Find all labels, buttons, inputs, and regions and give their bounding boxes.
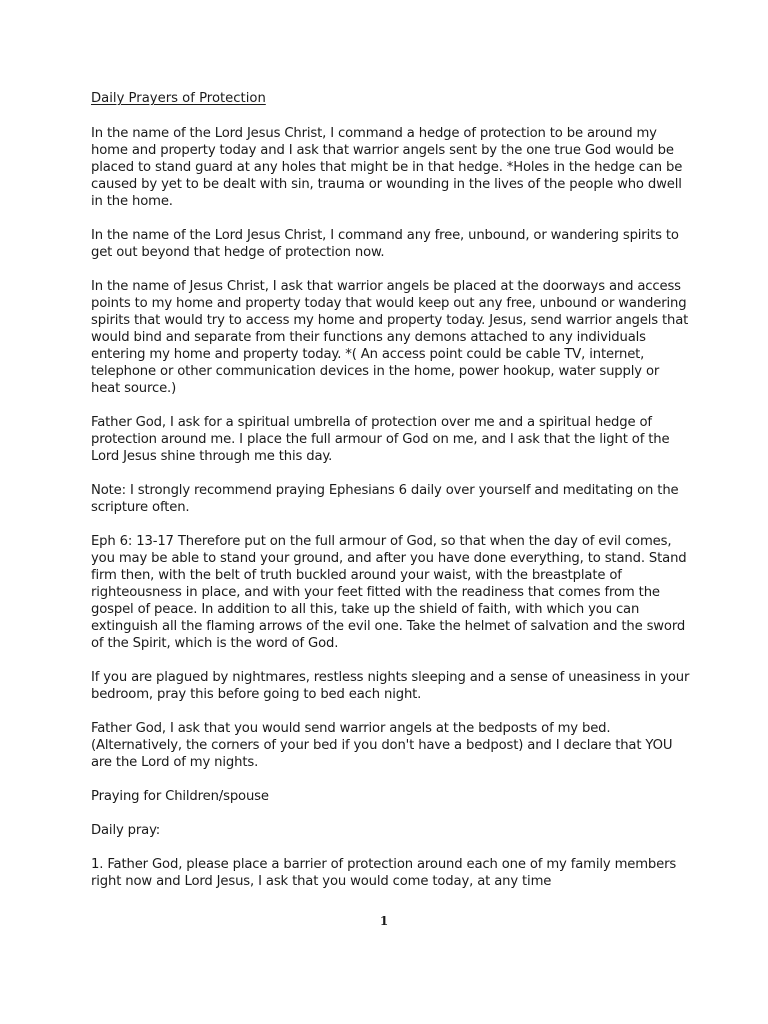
paragraph-ephesians-scripture: Eph 6: 13-17 Therefore put on the full armour of God, so that when the day of evil comes, you may be able to stand your ground, and after you have done everything, to stand. Stand firm then, with the belt of truth buckled around your waist, with the breastplate of righteousness in place, and with your feet fitted with the readiness that comes from the gospel of peace. In addition to all this, take up the shield of faith, with which you can extinguish all the flaming arrows of the evil one. Take the helmet of salvation and the sword of the Spirit, which is the word of God. <box>91 534 687 651</box>
paragraph-spiritual-umbrella: Father God, I ask for a spiritual umbrella of protection over me and a spiritual hedge of protection around me. I place the full armour of God on me, and I ask that the light of the Lord Jesus shine through me this day. <box>91 415 670 464</box>
paragraph-hedge-of-protection: In the name of the Lord Jesus Christ, I command a hedge of protection to be around my home and property today and I ask that warrior angels sent by the one true God would be placed to stand guard at any holes that might be in that hedge. *Holes in the hedge can be caused by yet to be dealt with sin, trauma or wounding in the lives of the people who dwell in the home. <box>91 126 683 209</box>
paragraph-bedposts-prayer: Father God, I ask that you would send warrior angels at the bedposts of my bed. (Alternatively, the corners of your bed if you don't have a bedpost) and I declare that YOU are the Lord of my nights. <box>91 721 673 770</box>
paragraph-nightmares: If you are plagued by nightmares, restless nights sleeping and a sense of uneasiness in your bedroom, pray this before going to bed each night. <box>91 670 690 702</box>
page-number: 1 <box>379 914 389 928</box>
paragraph-family-barrier: 1. Father God, please place a barrier of protection around each one of my family members right now and Lord Jesus, I ask that you would come today, at any time <box>91 857 677 889</box>
paragraph-command-spirits: In the name of the Lord Jesus Christ, I command any free, unbound, or wandering spirits to get out beyond that hedge of protection now. <box>91 228 679 260</box>
section-heading-daily-pray: Daily pray: <box>91 823 161 838</box>
document-body <box>91 90 691 907</box>
section-heading-children-spouse: Praying for Children/spouse <box>91 789 269 804</box>
paragraph-doorways-access-points: In the name of Jesus Christ, I ask that warrior angels be placed at the doorways and access points to my home and property today that would keep out any free, unbound or wandering spirits that would try to access my home and property today. Jesus, send warrior angels that would bind and separate from their functions any demons attached to any individuals entering my home and property today. *( An access point could be cable TV, internet, telephone or other communication devices in the home, power hookup, water supply or heat source.) <box>91 279 689 396</box>
paragraph-note-ephesians: Note: I strongly recommend praying Ephesians 6 daily over yourself and meditating on the scripture often. <box>91 483 679 515</box>
document-title: Daily Prayers of Protection <box>91 91 266 106</box>
